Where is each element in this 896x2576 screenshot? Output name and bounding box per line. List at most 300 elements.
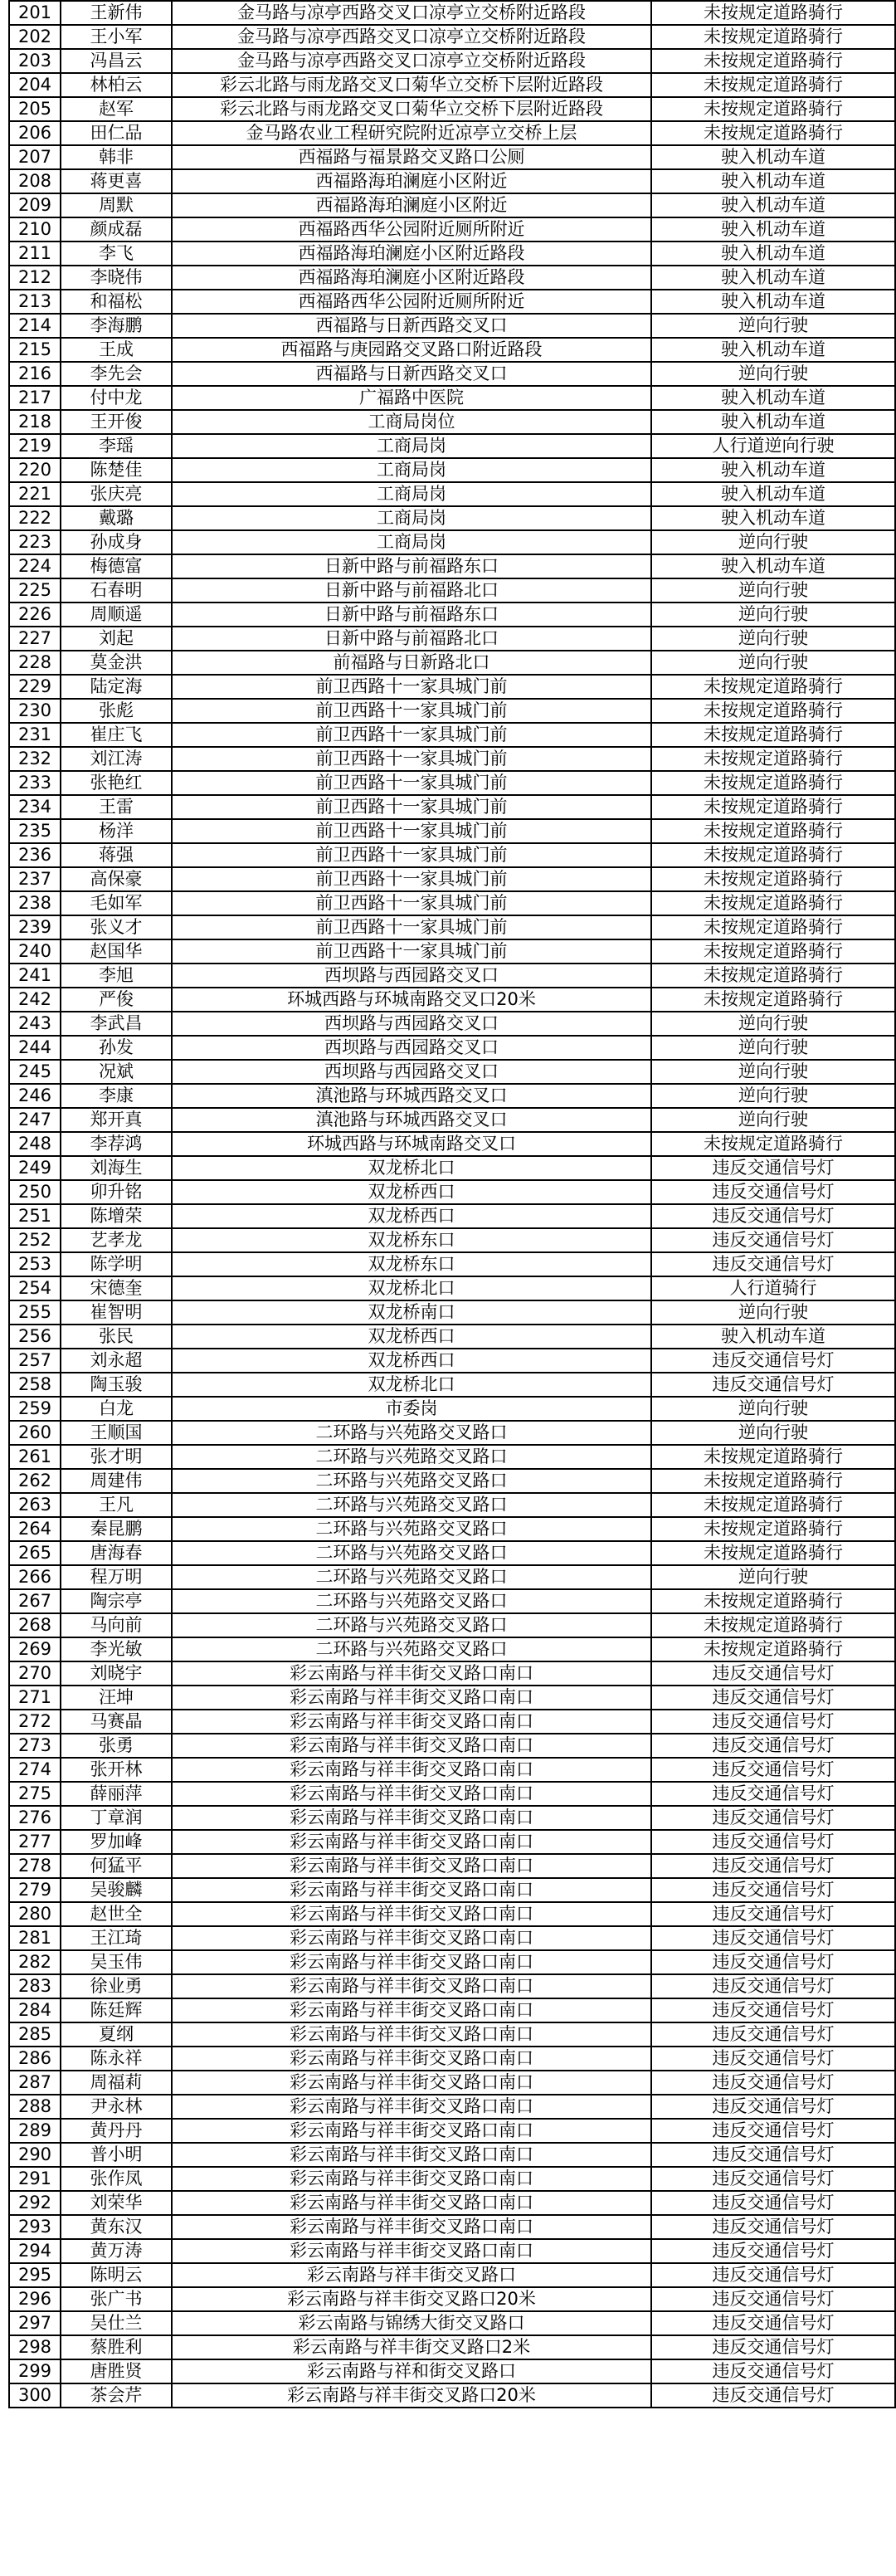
- location-cell: 彩云南路与祥丰街交叉路口20米: [172, 2383, 651, 2408]
- location-cell: 前卫西路十一家具城门前: [172, 843, 651, 867]
- person-name-cell: 刘荣华: [61, 2191, 172, 2215]
- person-name-cell: 张义才: [61, 915, 172, 939]
- violation-type-cell: 违反交通信号灯: [651, 1204, 895, 1228]
- violation-type-cell: 逆向行驶: [651, 1397, 895, 1421]
- location-cell: 日新中路与前福路北口: [172, 627, 651, 651]
- violation-type-cell: 违反交通信号灯: [651, 2071, 895, 2095]
- row-number-cell: 210: [9, 217, 61, 242]
- row-number-cell: 220: [9, 458, 61, 482]
- table-row: [9, 843, 895, 867]
- row-number-cell: 292: [9, 2191, 61, 2215]
- row-number-cell: 250: [9, 1180, 61, 1204]
- person-name-cell: 冯昌云: [61, 49, 172, 73]
- location-cell: 日新中路与前福路东口: [172, 603, 651, 627]
- row-number-cell: 288: [9, 2095, 61, 2119]
- location-cell: 彩云南路与祥丰街交叉路口南口: [172, 2239, 651, 2263]
- row-number-cell: 300: [9, 2383, 61, 2408]
- location-cell: 西坝路与西园路交叉口: [172, 964, 651, 988]
- person-name-cell: 崔智明: [61, 1300, 172, 1325]
- person-name-cell: 林柏云: [61, 73, 172, 97]
- violation-type-cell: 逆向行驶: [651, 1108, 895, 1132]
- person-name-cell: 黄万涛: [61, 2239, 172, 2263]
- location-cell: 双龙桥东口: [172, 1228, 651, 1252]
- row-number-cell: 276: [9, 1806, 61, 1830]
- row-number-cell: 211: [9, 242, 61, 266]
- location-cell: 金马路与凉亭西路交叉口凉亭立交桥附近路段: [172, 49, 651, 73]
- person-name-cell: 丁章润: [61, 1806, 172, 1830]
- row-number-cell: 238: [9, 891, 61, 915]
- violation-type-cell: 驶入机动车道: [651, 410, 895, 434]
- table-row: [9, 1, 895, 25]
- table-row: [9, 1782, 895, 1806]
- violation-type-cell: 逆向行驶: [651, 362, 895, 386]
- person-name-cell: 陈学明: [61, 1252, 172, 1276]
- row-number-cell: 287: [9, 2071, 61, 2095]
- location-cell: 双龙桥西口: [172, 1204, 651, 1228]
- row-number-cell: 274: [9, 1758, 61, 1782]
- person-name-cell: 宋德奎: [61, 1276, 172, 1300]
- table-row: [9, 2167, 895, 2191]
- table-row: [9, 1132, 895, 1156]
- violation-type-cell: 违反交通信号灯: [651, 2311, 895, 2335]
- location-cell: 西福路海珀澜庭小区附近路段: [172, 242, 651, 266]
- location-cell: 环城西路与环城南路交叉口: [172, 1132, 651, 1156]
- table-row: [9, 1276, 895, 1300]
- table-row: [9, 73, 895, 97]
- row-number-cell: 231: [9, 723, 61, 747]
- row-number-cell: 223: [9, 530, 61, 554]
- table-row: [9, 1349, 895, 1373]
- location-cell: 前卫西路十一家具城门前: [172, 915, 651, 939]
- table-row: [9, 49, 895, 73]
- table-row: [9, 290, 895, 314]
- row-number-cell: 233: [9, 771, 61, 795]
- row-number-cell: 249: [9, 1156, 61, 1180]
- table-row: [9, 1493, 895, 1517]
- person-name-cell: 陈楚佳: [61, 458, 172, 482]
- person-name-cell: 周福莉: [61, 2071, 172, 2095]
- person-name-cell: 周默: [61, 193, 172, 217]
- location-cell: 二环路与兴苑路交叉路口: [172, 1637, 651, 1661]
- violation-type-cell: 驶入机动车道: [651, 506, 895, 530]
- location-cell: 双龙桥西口: [172, 1180, 651, 1204]
- table-row: [9, 1108, 895, 1132]
- person-name-cell: 李光敏: [61, 1637, 172, 1661]
- person-name-cell: 石春明: [61, 578, 172, 603]
- row-number-cell: 246: [9, 1084, 61, 1108]
- row-number-cell: 232: [9, 747, 61, 771]
- person-name-cell: 崔庄飞: [61, 723, 172, 747]
- row-number-cell: 258: [9, 1373, 61, 1397]
- table-row: [9, 1204, 895, 1228]
- person-name-cell: 李旭: [61, 964, 172, 988]
- row-number-cell: 203: [9, 49, 61, 73]
- row-number-cell: 201: [9, 1, 61, 25]
- violation-type-cell: 逆向行驶: [651, 1421, 895, 1445]
- location-cell: 前卫西路十一家具城门前: [172, 795, 651, 819]
- table-row: [9, 1998, 895, 2022]
- violation-type-cell: 人行道逆向行驶: [651, 434, 895, 458]
- violation-type-cell: 违反交通信号灯: [651, 1349, 895, 1373]
- location-cell: 彩云南路与锦绣大街交叉路口: [172, 2311, 651, 2335]
- row-number-cell: 251: [9, 1204, 61, 1228]
- location-cell: 双龙桥西口: [172, 1349, 651, 1373]
- violation-type-cell: 违反交通信号灯: [651, 1156, 895, 1180]
- table-row: [9, 939, 895, 964]
- location-cell: 彩云南路与祥丰街交叉路口南口: [172, 2095, 651, 2119]
- row-number-cell: 294: [9, 2239, 61, 2263]
- person-name-cell: 王开俊: [61, 410, 172, 434]
- person-name-cell: 孙发: [61, 1036, 172, 1060]
- person-name-cell: 张勇: [61, 1734, 172, 1758]
- table-row: [9, 386, 895, 410]
- table-row: [9, 2383, 895, 2408]
- location-cell: 彩云南路与祥丰街交叉路口南口: [172, 1998, 651, 2022]
- violation-type-cell: 违反交通信号灯: [651, 1228, 895, 1252]
- person-name-cell: 张艳红: [61, 771, 172, 795]
- location-cell: 工商局岗: [172, 530, 651, 554]
- violation-type-cell: 驶入机动车道: [651, 1325, 895, 1349]
- table-row: [9, 1228, 895, 1252]
- person-name-cell: 莫金洪: [61, 651, 172, 675]
- location-cell: 二环路与兴苑路交叉路口: [172, 1421, 651, 1445]
- violation-type-cell: 逆向行驶: [651, 603, 895, 627]
- location-cell: 前卫西路十一家具城门前: [172, 675, 651, 699]
- person-name-cell: 吴玉伟: [61, 1950, 172, 1974]
- person-name-cell: 李海鹏: [61, 314, 172, 338]
- person-name-cell: 程万明: [61, 1565, 172, 1589]
- violation-type-cell: 未按规定道路骑行: [651, 867, 895, 891]
- row-number-cell: 290: [9, 2143, 61, 2167]
- table-row: [9, 651, 895, 675]
- table-row: [9, 1854, 895, 1878]
- location-cell: 彩云南路与祥丰街交叉路口南口: [172, 1830, 651, 1854]
- person-name-cell: 徐业勇: [61, 1974, 172, 1998]
- row-number-cell: 279: [9, 1878, 61, 1902]
- row-number-cell: 262: [9, 1469, 61, 1493]
- table-row: [9, 747, 895, 771]
- person-name-cell: 罗加峰: [61, 1830, 172, 1854]
- table-row: [9, 1878, 895, 1902]
- location-cell: 彩云南路与祥丰街交叉路口南口: [172, 1878, 651, 1902]
- row-number-cell: 236: [9, 843, 61, 867]
- location-cell: 西福路西华公园附近厕所附近: [172, 290, 651, 314]
- location-cell: 双龙桥北口: [172, 1156, 651, 1180]
- table-row: [9, 1325, 895, 1349]
- violation-type-cell: 违反交通信号灯: [651, 2287, 895, 2311]
- violation-type-cell: 违反交通信号灯: [651, 1854, 895, 1878]
- location-cell: 金马路与凉亭西路交叉口凉亭立交桥附近路段: [172, 1, 651, 25]
- violation-type-cell: 未按规定道路骑行: [651, 121, 895, 145]
- violation-type-cell: 违反交通信号灯: [651, 1373, 895, 1397]
- row-number-cell: 216: [9, 362, 61, 386]
- location-cell: 滇池路与环城西路交叉口: [172, 1108, 651, 1132]
- person-name-cell: 秦昆鹏: [61, 1517, 172, 1541]
- person-name-cell: 何猛平: [61, 1854, 172, 1878]
- violation-table: [8, 0, 896, 2408]
- violation-type-cell: 未按规定道路骑行: [651, 891, 895, 915]
- table-row: [9, 1661, 895, 1686]
- violation-type-cell: 违反交通信号灯: [651, 2095, 895, 2119]
- person-name-cell: 和福松: [61, 290, 172, 314]
- table-row: [9, 1589, 895, 1613]
- table-row: [9, 2239, 895, 2263]
- row-number-cell: 255: [9, 1300, 61, 1325]
- violation-type-cell: 违反交通信号灯: [651, 2359, 895, 2383]
- location-cell: 彩云南路与祥丰街交叉路口南口: [172, 1902, 651, 1926]
- table-row: [9, 723, 895, 747]
- person-name-cell: 黄丹丹: [61, 2119, 172, 2143]
- table-row: [9, 458, 895, 482]
- row-number-cell: 219: [9, 434, 61, 458]
- table-row: [9, 1252, 895, 1276]
- violation-type-cell: 未按规定道路骑行: [651, 988, 895, 1012]
- table-row: [9, 2191, 895, 2215]
- row-number-cell: 298: [9, 2335, 61, 2359]
- row-number-cell: 207: [9, 145, 61, 169]
- location-cell: 二环路与兴苑路交叉路口: [172, 1445, 651, 1469]
- location-cell: 西福路海珀澜庭小区附近路段: [172, 266, 651, 290]
- location-cell: 彩云南路与祥丰街交叉路口南口: [172, 2143, 651, 2167]
- table-row: [9, 1397, 895, 1421]
- violation-type-cell: 逆向行驶: [651, 1036, 895, 1060]
- row-number-cell: 247: [9, 1108, 61, 1132]
- person-name-cell: 李武昌: [61, 1012, 172, 1036]
- row-number-cell: 283: [9, 1974, 61, 1998]
- person-name-cell: 赵国华: [61, 939, 172, 964]
- location-cell: 彩云南路与祥丰街交叉路口南口: [172, 2191, 651, 2215]
- row-number-cell: 271: [9, 1686, 61, 1710]
- row-number-cell: 277: [9, 1830, 61, 1854]
- table-row: [9, 795, 895, 819]
- violation-type-cell: 逆向行驶: [651, 651, 895, 675]
- table-row: [9, 1445, 895, 1469]
- person-name-cell: 王顺国: [61, 1421, 172, 1445]
- table-row: [9, 338, 895, 362]
- table-row: [9, 2287, 895, 2311]
- person-name-cell: 艺孝龙: [61, 1228, 172, 1252]
- location-cell: 前卫西路十一家具城门前: [172, 891, 651, 915]
- row-number-cell: 265: [9, 1541, 61, 1565]
- violation-type-cell: 未按规定道路骑行: [651, 1589, 895, 1613]
- violation-type-cell: 违反交通信号灯: [651, 1926, 895, 1950]
- person-name-cell: 张才明: [61, 1445, 172, 1469]
- violation-type-cell: 驶入机动车道: [651, 169, 895, 193]
- table-row: [9, 217, 895, 242]
- violation-type-cell: 未按规定道路骑行: [651, 699, 895, 723]
- row-number-cell: 295: [9, 2263, 61, 2287]
- person-name-cell: 毛如军: [61, 891, 172, 915]
- location-cell: 彩云南路与祥丰街交叉路口南口: [172, 1926, 651, 1950]
- violation-type-cell: 未按规定道路骑行: [651, 1637, 895, 1661]
- row-number-cell: 204: [9, 73, 61, 97]
- row-number-cell: 267: [9, 1589, 61, 1613]
- table-row: [9, 434, 895, 458]
- table-row: [9, 578, 895, 603]
- location-cell: 二环路与兴苑路交叉路口: [172, 1469, 651, 1493]
- table-row: [9, 603, 895, 627]
- table-row: [9, 121, 895, 145]
- row-number-cell: 241: [9, 964, 61, 988]
- table-row: [9, 2047, 895, 2071]
- row-number-cell: 239: [9, 915, 61, 939]
- location-cell: 彩云南路与祥丰街交叉路口南口: [172, 2215, 651, 2239]
- violation-type-cell: 未按规定道路骑行: [651, 964, 895, 988]
- person-name-cell: 李晓伟: [61, 266, 172, 290]
- violation-table-container: [8, 0, 891, 2408]
- row-number-cell: 209: [9, 193, 61, 217]
- violation-type-cell: 未按规定道路骑行: [651, 723, 895, 747]
- table-row: [9, 1637, 895, 1661]
- violation-type-cell: 逆向行驶: [651, 1565, 895, 1589]
- person-name-cell: 张庆亮: [61, 482, 172, 506]
- row-number-cell: 299: [9, 2359, 61, 2383]
- violation-type-cell: 违反交通信号灯: [651, 1974, 895, 1998]
- table-body: [9, 1, 895, 2408]
- violation-type-cell: 违反交通信号灯: [651, 1782, 895, 1806]
- violation-type-cell: 违反交通信号灯: [651, 1878, 895, 1902]
- table-row: [9, 964, 895, 988]
- row-number-cell: 205: [9, 97, 61, 121]
- location-cell: 二环路与兴苑路交叉路口: [172, 1517, 651, 1541]
- location-cell: 滇池路与环城西路交叉口: [172, 1084, 651, 1108]
- table-row: [9, 627, 895, 651]
- location-cell: 前卫西路十一家具城门前: [172, 771, 651, 795]
- row-number-cell: 225: [9, 578, 61, 603]
- row-number-cell: 289: [9, 2119, 61, 2143]
- violation-type-cell: 未按规定道路骑行: [651, 915, 895, 939]
- table-row: [9, 1974, 895, 1998]
- row-number-cell: 242: [9, 988, 61, 1012]
- violation-type-cell: 未按规定道路骑行: [651, 1613, 895, 1637]
- location-cell: 彩云南路与祥丰街交叉路口: [172, 2263, 651, 2287]
- person-name-cell: 马向前: [61, 1613, 172, 1637]
- person-name-cell: 刘起: [61, 627, 172, 651]
- table-row: [9, 2143, 895, 2167]
- violation-type-cell: 逆向行驶: [651, 1300, 895, 1325]
- row-number-cell: 256: [9, 1325, 61, 1349]
- row-number-cell: 297: [9, 2311, 61, 2335]
- row-number-cell: 217: [9, 386, 61, 410]
- table-row: [9, 145, 895, 169]
- row-number-cell: 280: [9, 1902, 61, 1926]
- row-number-cell: 202: [9, 25, 61, 49]
- violation-type-cell: 未按规定道路骑行: [651, 1541, 895, 1565]
- location-cell: 彩云南路与祥丰街交叉路口南口: [172, 1710, 651, 1734]
- violation-type-cell: 违反交通信号灯: [651, 1661, 895, 1686]
- person-name-cell: 陈廷辉: [61, 1998, 172, 2022]
- person-name-cell: 况斌: [61, 1060, 172, 1084]
- violation-type-cell: 驶入机动车道: [651, 290, 895, 314]
- table-row: [9, 1950, 895, 1974]
- location-cell: 工商局岗: [172, 506, 651, 530]
- location-cell: 环城西路与环城南路交叉口20米: [172, 988, 651, 1012]
- violation-type-cell: 驶入机动车道: [651, 554, 895, 578]
- row-number-cell: 240: [9, 939, 61, 964]
- violation-type-cell: 驶入机动车道: [651, 242, 895, 266]
- table-row: [9, 1806, 895, 1830]
- violation-type-cell: 未按规定道路骑行: [651, 747, 895, 771]
- location-cell: 彩云南路与祥丰街交叉路口2米: [172, 2335, 651, 2359]
- violation-type-cell: 逆向行驶: [651, 1084, 895, 1108]
- table-row: [9, 2215, 895, 2239]
- location-cell: 日新中路与前福路北口: [172, 578, 651, 603]
- row-number-cell: 243: [9, 1012, 61, 1036]
- table-row: [9, 1012, 895, 1036]
- person-name-cell: 黄东汉: [61, 2215, 172, 2239]
- person-name-cell: 梅德富: [61, 554, 172, 578]
- person-name-cell: 张广书: [61, 2287, 172, 2311]
- table-row: [9, 242, 895, 266]
- location-cell: 彩云南路与祥丰街交叉路口南口: [172, 1854, 651, 1878]
- table-row: [9, 554, 895, 578]
- row-number-cell: 266: [9, 1565, 61, 1589]
- location-cell: 前卫西路十一家具城门前: [172, 867, 651, 891]
- location-cell: 二环路与兴苑路交叉路口: [172, 1541, 651, 1565]
- person-name-cell: 薛丽萍: [61, 1782, 172, 1806]
- row-number-cell: 213: [9, 290, 61, 314]
- location-cell: 西福路与日新西路交叉口: [172, 362, 651, 386]
- table-row: [9, 1686, 895, 1710]
- person-name-cell: 周顺遥: [61, 603, 172, 627]
- person-name-cell: 李飞: [61, 242, 172, 266]
- table-row: [9, 819, 895, 843]
- location-cell: 金马路农业工程研究院附近凉亭立交桥上层: [172, 121, 651, 145]
- violation-type-cell: 未按规定道路骑行: [651, 843, 895, 867]
- violation-type-cell: 逆向行驶: [651, 1060, 895, 1084]
- violation-type-cell: 违反交通信号灯: [651, 1734, 895, 1758]
- location-cell: 西坝路与西园路交叉口: [172, 1036, 651, 1060]
- row-number-cell: 278: [9, 1854, 61, 1878]
- violation-type-cell: 违反交通信号灯: [651, 1710, 895, 1734]
- violation-type-cell: 违反交通信号灯: [651, 1950, 895, 1974]
- table-row: [9, 1469, 895, 1493]
- row-number-cell: 244: [9, 1036, 61, 1060]
- row-number-cell: 234: [9, 795, 61, 819]
- person-name-cell: 陶宗亭: [61, 1589, 172, 1613]
- location-cell: 金马路与凉亭西路交叉口凉亭立交桥附近路段: [172, 25, 651, 49]
- person-name-cell: 陈明云: [61, 2263, 172, 2287]
- person-name-cell: 白龙: [61, 1397, 172, 1421]
- row-number-cell: 286: [9, 2047, 61, 2071]
- person-name-cell: 刘海生: [61, 1156, 172, 1180]
- table-row: [9, 2095, 895, 2119]
- person-name-cell: 茶会芹: [61, 2383, 172, 2408]
- location-cell: 市委岗: [172, 1397, 651, 1421]
- table-row: [9, 1902, 895, 1926]
- row-number-cell: 230: [9, 699, 61, 723]
- violation-type-cell: 未按规定道路骑行: [651, 1493, 895, 1517]
- person-name-cell: 孙成身: [61, 530, 172, 554]
- location-cell: 彩云北路与雨龙路交叉口菊华立交桥下层附近路段: [172, 73, 651, 97]
- table-row: [9, 771, 895, 795]
- table-row: [9, 915, 895, 939]
- violation-type-cell: 驶入机动车道: [651, 386, 895, 410]
- table-row: [9, 1156, 895, 1180]
- table-row: [9, 988, 895, 1012]
- location-cell: 西坝路与西园路交叉口: [172, 1060, 651, 1084]
- location-cell: 彩云南路与祥丰街交叉路口南口: [172, 1974, 651, 1998]
- table-row: [9, 1373, 895, 1397]
- row-number-cell: 291: [9, 2167, 61, 2191]
- person-name-cell: 蒋强: [61, 843, 172, 867]
- violation-type-cell: 驶入机动车道: [651, 458, 895, 482]
- row-number-cell: 261: [9, 1445, 61, 1469]
- table-row: [9, 1300, 895, 1325]
- person-name-cell: 李瑶: [61, 434, 172, 458]
- row-number-cell: 208: [9, 169, 61, 193]
- table-row: [9, 97, 895, 121]
